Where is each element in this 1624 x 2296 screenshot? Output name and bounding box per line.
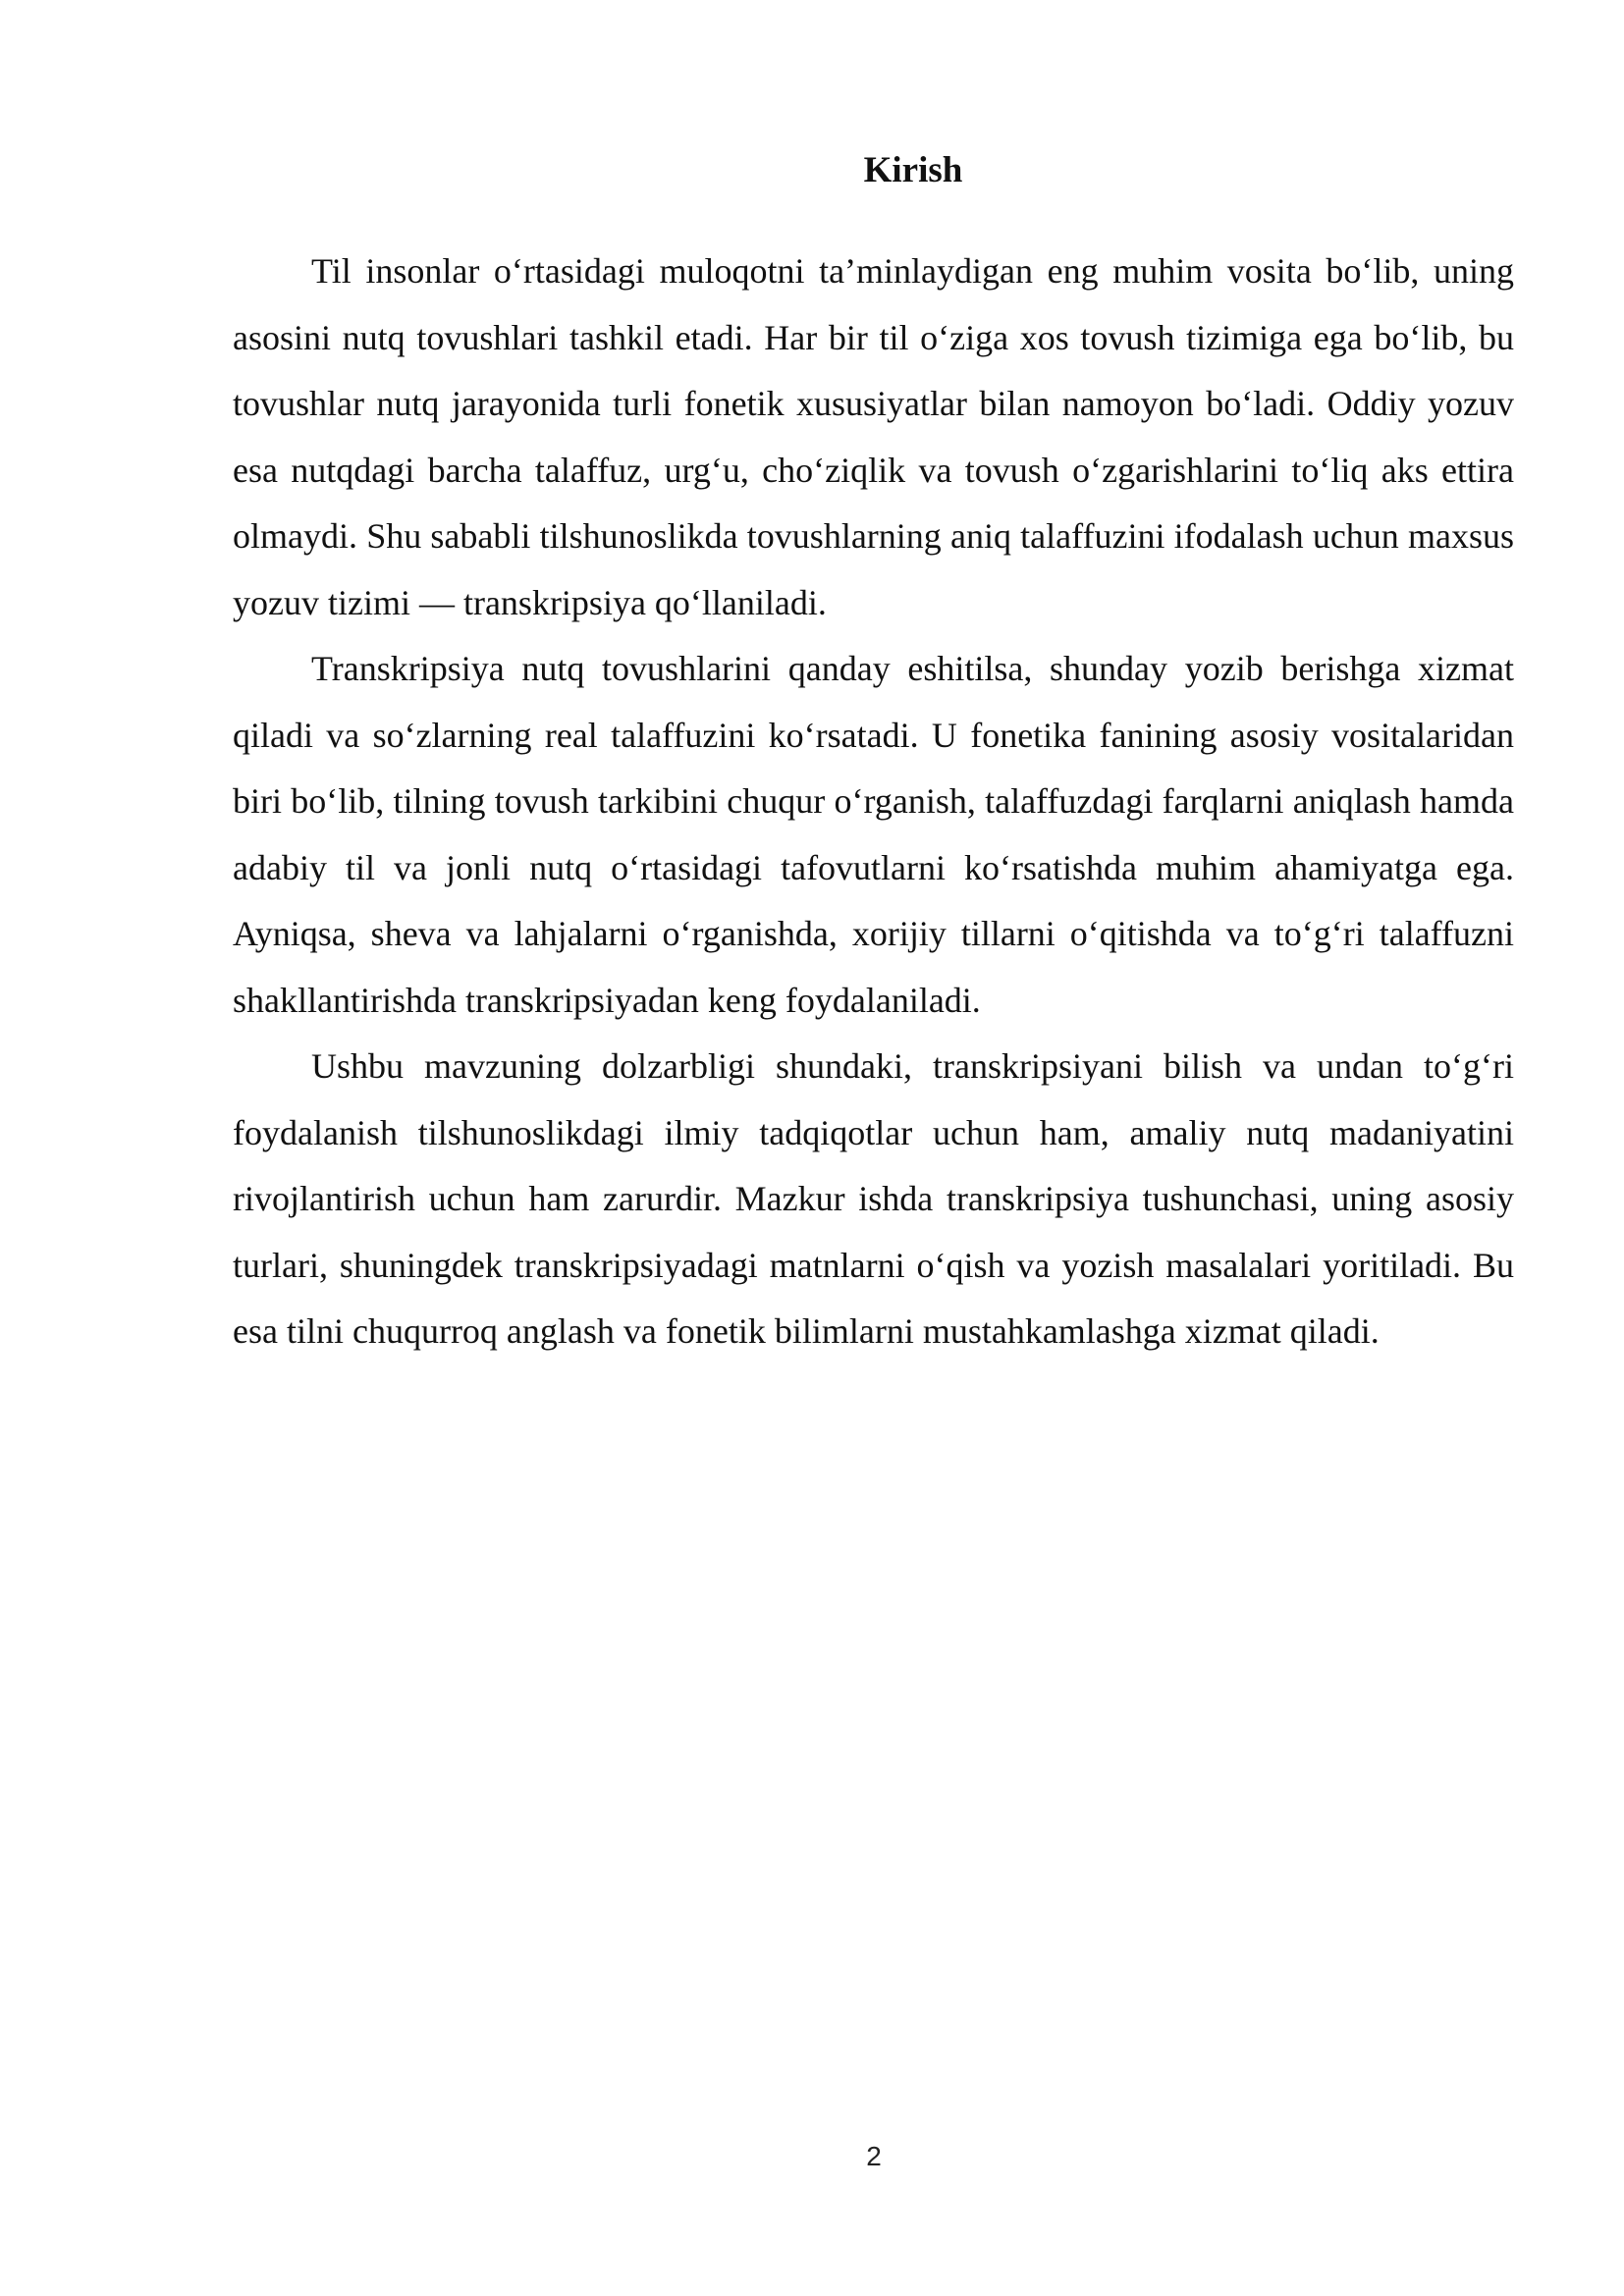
paragraph-2: Transkripsiya nutq tovushlarini qanday eshitilsa, shunday yozib berishga xizmat qiladi va so‘zlarning real talaffuzini ko‘rsatadi. U fonetika fanining asosiy vositalaridan biri bo‘lib, tilning tovush tarkibini chuqur o‘rganish, talaffuzdagi farqlarni aniqlash hamda adabiy til va jonli nutq o‘rtasidagi tafovutlarni ko‘rsatishda muhim ahamiyatga ega. Ayniqsa, sheva va lahjalarni o‘rganishda, xorijiy tillarni o‘qitishda va to‘g‘ri talaffuzni shakllantirishda transkripsiyadan keng foydalaniladi. bbox=[233, 649, 1514, 1020]
paragraph-1: Til insonlar o‘rtasidagi muloqotni ta’minlaydigan eng muhim vosita bo‘lib, uning asosini nutq tovushlari tashkil etadi. Har bir til o‘ziga xos tovush tizimiga ega bo‘lib, bu tovushlar nutq jarayonida turli fonetik xususiyatlar bilan namoyon bo‘ladi. Oddiy yozuv esa nutqdagi barcha talaffuz, urg‘u, cho‘ziqlik va tovush o‘zgarishlarini to‘liq aks ettira olmaydi. Shu sababli tilshunoslikda tovushlarning aniq talaffuzini ifodalash uchun maxsus yozuv tizimi — transkripsiya qo‘llaniladi. bbox=[233, 251, 1514, 622]
paragraph-3: Ushbu mavzuning dolzarbligi shundaki, transkripsiyani bilish va undan to‘g‘ri foydalanish tilshunoslikdagi ilmiy tadqiqotlar uchun ham, amaliy nutq madaniyatini rivojlantirish uchun ham zarurdir. Mazkur ishda transkripsiya tushunchasi, uning asosiy turlari, shuningdek transkripsiyadagi matnlarni o‘qish va yozish masalalari yoritiladi. Bu esa tilni chuqurroq anglash va fonetik bilimlarni mustahkamlashga xizmat qiladi. bbox=[233, 1046, 1514, 1351]
page-number: 2 bbox=[866, 2141, 882, 2171]
section-title: Kirish bbox=[863, 150, 963, 190]
body-text bbox=[233, 239, 1514, 1365]
